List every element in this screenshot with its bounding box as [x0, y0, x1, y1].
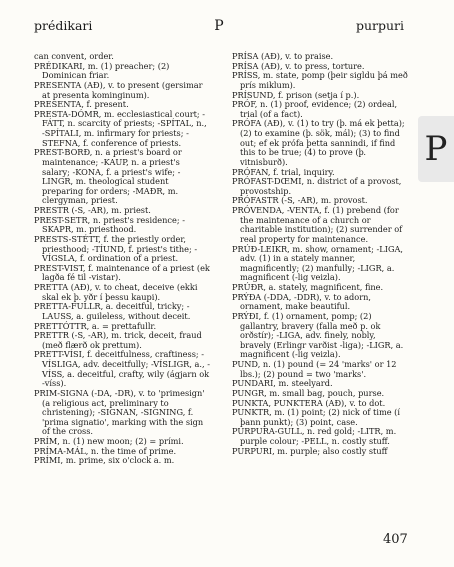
dictionary-entry: PRESTA-DÓMR, m. ecclesiastical court; -FÁTT, n. scarcity of priests; -SPÍTAL, n., -SPÍTALI, m. infirmary for priests; -STEFNA, f. conference of priests. — [34, 108, 207, 148]
dictionary-entry: PRÍSA (AÐ), v. to praise. — [232, 51, 334, 61]
dictionary-entry: PRÓFAN, f. trial, inquiry. — [232, 166, 335, 177]
dictionary-entry: PRÍMI, m. prime, six o'clock a. m. — [34, 455, 175, 466]
dictionary-entry: PUNKTA, PUNKTERA (AÐ), v. to dot. — [232, 397, 386, 408]
right-column — [232, 52, 408, 456]
dictionary-entry: PRÓFAST-DŒMI, n. district of a provost, provostship. — [232, 176, 402, 196]
dictionary-entry: PRÍMA-MÁL, n. the time of prime. — [34, 445, 177, 456]
dictionary-entry: PRÝÐI, f. (1) ornament, pomp; (2) gallantry, bravery (falla með p. ok orðstír); -LIGA, adv. finely, nobly, bravely (Erlingr varðist -liga); -LIGR, a. magnificent (-lig veizla). — [232, 310, 404, 360]
dictionary-entry: PRETTA-FULLR, a. deceitful, tricky; -LAUSS, a. guileless, without deceit. — [34, 301, 191, 321]
thumb-index-tab — [418, 116, 454, 182]
dictionary-entry: PRÓFASTR (-S, -AR), m. provost. — [232, 195, 368, 206]
dictionary-entry: PUND, n. (1) pound (= 24 'marks' or 12 lbs.); (2) pound = two 'marks'. — [232, 359, 397, 379]
dictionary-entry: PRESENTA, f. present. — [34, 99, 129, 110]
dictionary-entry: PRÚÐ-LEIKR, m. show, ornament; -LIGA, adv. (1) in a stately manner, magnificently; (2) manfully; -LIGR, a. magnificent (-lig veizla). — [232, 243, 404, 283]
dictionary-entry: PRÍSUND, f. prison (setja í p.). — [232, 89, 360, 100]
dictionary-entry: PURPURA-GULL, n. red gold; -LITR, m. purple colour; -PELL, n. costly stuff. — [232, 426, 397, 446]
dictionary-entry: PUNGR, m. small bag, pouch, purse. — [232, 387, 385, 398]
dictionary-entry: PUNKTR, m. (1) point; (2) nick of time (í þann punkt); (3) point, case. — [232, 407, 400, 427]
dictionary-entry: can convent, order. — [34, 51, 114, 61]
header-first-word: prédikari — [34, 18, 93, 33]
dictionary-entry: PRESENTA (AÐ), v. to present (gersimar at presenta kominginum). — [34, 79, 203, 100]
dictionary-entry: PUNDARI, m. steelyard. — [232, 378, 333, 389]
dictionary-entry: PRÍSA (AÐ), v. to press, torture. — [232, 60, 365, 71]
dictionary-entry: PRÚÐR, a. stately, magnificent, fine. — [232, 282, 384, 292]
dictionary-entry: PRETTÓTTR, a. = prettafullr. — [34, 320, 157, 331]
dictionary-entry: PURPURI, m. purple; also costly stuff — [232, 445, 388, 456]
dictionary-entry: PREST-VIST, f. maintenance of a priest (ek lagða fé til -vistar). — [34, 262, 210, 283]
dictionary-entry: PREST-BORÐ, n. a priest's board or maintenance; -KAUP, n. a priest's salary; -KONA, f. a priest's wife; -LINGR, m. theological student preparing for orders; -MAÐR, m. clergyman, priest. — [34, 147, 182, 206]
dictionary-entry: PRÍM, n. (1) new moon; (2) = prími. — [34, 436, 184, 446]
dictionary-entry: PRETTR (-S, -AR), m. trick, deceit, fraud (með flærð ok prettum). — [34, 330, 202, 350]
page-number: 407 — [383, 532, 408, 547]
thumb-index-letter: P — [424, 129, 448, 169]
dictionary-entry: PRÓVENDA, -VENTA, f. (1) prebend (for the maintenance of a church or charitable institution); (2) surrender of real property for maintenance. — [232, 205, 403, 244]
dictionary-entry: PRETT-VÍSI, f. deceitfulness, craftiness; -VÍSLIGA, adv. deceitfully; -VÍSLIGR, a., -VÍSS, a. deceitful, crafty, wily (ágjarn ok -víss). — [34, 349, 210, 389]
header-last-word: purpuri — [355, 18, 404, 33]
header-letter: P — [214, 18, 224, 34]
dictionary-entry: PRÝÐA (-DDA, -DDR), v. to adorn, ornament, make beautiful. — [232, 291, 371, 312]
running-header — [34, 18, 404, 36]
dictionary-entry: PREST-SETR, n. priest's residence; -SKAPR, m. priesthood. — [34, 214, 185, 235]
dictionary-entry: PRIM-SIGNA (-DA, -DR), v. to 'primesign' (a religious act, preliminary to christening); -SIGNAN, -SIGNING, f. 'prima signatio', marking with the sign of the cross. — [34, 387, 205, 437]
dictionary-entry: PRESTS-STÉTT, f. the priestly order, priesthood; -TÍUND, f. priest's tithe; -VÍGSLA, f. ordination of a priest. — [34, 233, 198, 264]
dictionary-entry: PRÓFA (AÐ), v. (1) to try (þ. má ek þetta); (2) to examine (þ. sök, mál); (3) to find out; ef ek prófa þetta sannindi, if find this to be true; (4) to prove (þ. vitnisburð). — [232, 118, 405, 167]
dictionary-entry: PRETTA (AÐ), v. to cheat, deceive (ekki skal ek þ. yðr í þessu kaupi). — [34, 282, 198, 302]
dictionary-entry: PRESTR (-S, -AR), m. priest. — [34, 205, 151, 215]
dictionary-entry: PRÓF, n. (1) proof, evidence; (2) ordeal, trial (of a fact). — [232, 99, 398, 119]
dictionary-entry: PRÉDIKARI, m. (1) preacher; (2) Dominican friar. — [34, 60, 170, 81]
dictionary-entry: PRÍSS, m. state, pomp (þeir sigldu þá með prís miklum). — [232, 70, 408, 90]
left-column — [34, 52, 210, 466]
